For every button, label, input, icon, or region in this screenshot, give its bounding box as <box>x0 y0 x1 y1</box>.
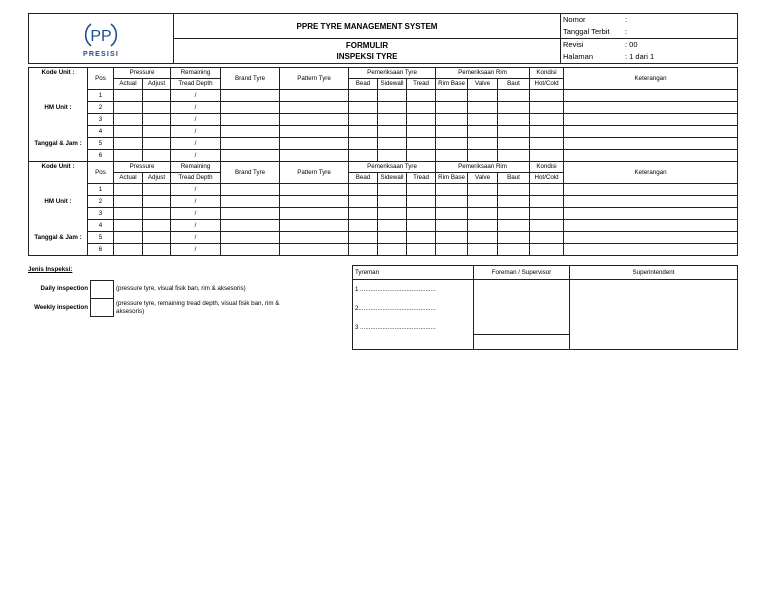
form-line-2: INSPEKSI TYRE <box>336 52 398 61</box>
kondisi-cell[interactable] <box>530 114 564 126</box>
label-spacer <box>29 114 88 126</box>
foreman-name-area[interactable] <box>474 335 570 350</box>
valve-cell[interactable] <box>468 208 498 220</box>
rim-base-cell[interactable] <box>436 126 468 138</box>
keterangan-cell[interactable] <box>564 150 738 162</box>
sidewall-cell[interactable] <box>378 208 407 220</box>
signature-table <box>352 265 738 350</box>
rim-base-header: Rim Base <box>436 79 468 90</box>
tread-cell[interactable] <box>407 138 436 150</box>
keterangan-cell[interactable] <box>564 196 738 208</box>
tyreman-header: Tyreman <box>353 266 474 280</box>
valve-cell[interactable] <box>468 232 498 244</box>
tyre-row <box>29 220 738 232</box>
label-spacer <box>29 208 88 220</box>
pattern-tyre-cell[interactable] <box>280 196 349 208</box>
remaining-header: Remaining <box>171 68 221 79</box>
adjust-cell[interactable] <box>143 208 171 220</box>
pos-cell: 5 <box>88 138 114 150</box>
inspection-grid-1 <box>28 67 738 162</box>
brand-tyre-cell[interactable] <box>221 150 280 162</box>
sidewall-cell[interactable] <box>378 90 407 102</box>
system-title: PPRE TYRE MANAGEMENT SYSTEM <box>174 14 561 39</box>
rim-base-cell[interactable] <box>436 196 468 208</box>
actual-cell[interactable] <box>114 184 143 196</box>
tread-depth-header: Tread Depth <box>171 173 221 184</box>
tread-cell[interactable] <box>407 232 436 244</box>
pos-header: Pos <box>88 68 114 90</box>
sidewall-header: Sidewall <box>378 173 407 184</box>
label-spacer <box>29 150 88 162</box>
tyre-row <box>29 90 738 102</box>
adjust-cell[interactable] <box>143 126 171 138</box>
baut-cell[interactable] <box>498 220 530 232</box>
inspection-grid-2 <box>28 161 738 256</box>
keterangan-cell[interactable] <box>564 126 738 138</box>
keterangan-cell[interactable] <box>564 114 738 126</box>
logo-cell <box>29 14 174 64</box>
tread-depth-cell[interactable]: / <box>171 102 221 114</box>
keterangan-cell[interactable] <box>564 90 738 102</box>
hm-unit-label: HM Unit : <box>29 102 88 114</box>
pattern-tyre-cell[interactable] <box>280 150 349 162</box>
tyreman-line-2: 2............................................. <box>355 305 436 312</box>
baut-cell[interactable] <box>498 102 530 114</box>
form-title <box>174 39 561 64</box>
tread-header: Tread <box>407 79 436 90</box>
rim-base-cell[interactable] <box>436 220 468 232</box>
pos-cell: 3 <box>88 114 114 126</box>
kondisi-cell[interactable] <box>530 196 564 208</box>
label-spacer <box>29 184 88 196</box>
brand-tyre-cell[interactable] <box>221 90 280 102</box>
tyre-row <box>29 184 738 196</box>
pemeriksaan-tyre-header: Pemeriksaan Tyre <box>349 162 436 173</box>
tread-depth-cell[interactable]: / <box>171 150 221 162</box>
pos-cell: 6 <box>88 244 114 256</box>
actual-cell[interactable] <box>114 208 143 220</box>
tread-cell[interactable] <box>407 126 436 138</box>
pos-cell: 1 <box>88 184 114 196</box>
adjust-cell[interactable] <box>143 220 171 232</box>
rim-base-cell[interactable] <box>436 244 468 256</box>
kondisi-cell[interactable] <box>530 138 564 150</box>
keterangan-cell[interactable] <box>564 138 738 150</box>
pos-cell: 4 <box>88 126 114 138</box>
tyre-row <box>29 244 738 256</box>
pemeriksaan-rim-header: Pemeriksaan Rim <box>436 162 530 173</box>
bead-cell[interactable] <box>349 138 378 150</box>
pos-cell: 5 <box>88 232 114 244</box>
valve-cell[interactable] <box>468 138 498 150</box>
tread-depth-cell[interactable]: / <box>171 126 221 138</box>
adjust-header: Adjust <box>143 173 171 184</box>
tread-cell[interactable] <box>407 90 436 102</box>
bead-cell[interactable] <box>349 220 378 232</box>
tyre-row <box>29 126 738 138</box>
actual-header: Actual <box>114 79 143 90</box>
pos-cell: 2 <box>88 102 114 114</box>
meta-nomor: Nomor : <box>561 14 738 27</box>
bead-header: Bead <box>349 79 378 90</box>
adjust-cell[interactable] <box>143 150 171 162</box>
foreman-sign-area[interactable] <box>474 280 570 335</box>
valve-cell[interactable] <box>468 196 498 208</box>
sidewall-cell[interactable] <box>378 138 407 150</box>
kondisi-cell[interactable] <box>530 208 564 220</box>
brand-tyre-cell[interactable] <box>221 196 280 208</box>
pos-cell: 2 <box>88 196 114 208</box>
bead-cell[interactable] <box>349 232 378 244</box>
sidewall-cell[interactable] <box>378 196 407 208</box>
tread-depth-cell[interactable]: / <box>171 90 221 102</box>
tread-depth-cell[interactable]: / <box>171 208 221 220</box>
meta-halaman: Halaman : 1 dari 1 <box>561 51 738 64</box>
keterangan-cell[interactable] <box>564 184 738 196</box>
pattern-tyre-cell[interactable] <box>280 220 349 232</box>
brand-tyre-cell[interactable] <box>221 220 280 232</box>
valve-cell[interactable] <box>468 184 498 196</box>
baut-cell[interactable] <box>498 138 530 150</box>
tread-cell[interactable] <box>407 184 436 196</box>
brand-tyre-cell[interactable] <box>221 244 280 256</box>
keterangan-cell[interactable] <box>564 220 738 232</box>
tread-cell[interactable] <box>407 102 436 114</box>
actual-cell[interactable] <box>114 90 143 102</box>
tread-cell[interactable] <box>407 244 436 256</box>
superintendent-sign-area[interactable] <box>570 280 738 350</box>
valve-cell[interactable] <box>468 220 498 232</box>
sidewall-cell[interactable] <box>378 232 407 244</box>
brand-tyre-cell[interactable] <box>221 208 280 220</box>
keterangan-cell[interactable] <box>564 232 738 244</box>
pattern-tyre-cell[interactable] <box>280 208 349 220</box>
weekly-inspection-checkbox[interactable] <box>90 298 114 317</box>
hm-unit-label: HM Unit : <box>29 196 88 208</box>
adjust-cell[interactable] <box>143 196 171 208</box>
baut-cell[interactable] <box>498 114 530 126</box>
bead-cell[interactable] <box>349 150 378 162</box>
sidewall-cell[interactable] <box>378 184 407 196</box>
sidewall-cell[interactable] <box>378 150 407 162</box>
rim-base-cell[interactable] <box>436 184 468 196</box>
sidewall-cell[interactable] <box>378 244 407 256</box>
tread-depth-cell[interactable]: / <box>171 220 221 232</box>
bead-cell[interactable] <box>349 244 378 256</box>
label-spacer <box>29 90 88 102</box>
adjust-header: Adjust <box>143 79 171 90</box>
keterangan-header: Keterangan <box>564 162 738 184</box>
tanggal-jam-label: Tanggal & Jam : <box>29 138 88 150</box>
tread-depth-cell[interactable]: / <box>171 232 221 244</box>
bead-cell[interactable] <box>349 184 378 196</box>
tyre-row <box>29 150 738 162</box>
actual-header: Actual <box>114 173 143 184</box>
brand-tyre-cell[interactable] <box>221 232 280 244</box>
pp-logo-icon <box>83 20 119 50</box>
superintendent-header: Superintendent <box>570 266 738 280</box>
tyre-row <box>29 232 738 244</box>
actual-cell[interactable] <box>114 244 143 256</box>
adjust-cell[interactable] <box>143 114 171 126</box>
daily-inspection-desc: (pressure tyre, visual fisik ban, rim & aksesoris) <box>116 285 246 292</box>
pattern-tyre-cell[interactable] <box>280 184 349 196</box>
daily-inspection-label: Daily inspection <box>40 285 88 292</box>
form-line-1: FORMULIR <box>345 41 389 50</box>
baut-cell[interactable] <box>498 150 530 162</box>
bead-cell[interactable] <box>349 90 378 102</box>
label-spacer <box>29 126 88 138</box>
baut-cell[interactable] <box>498 90 530 102</box>
tread-depth-cell[interactable]: / <box>171 196 221 208</box>
pos-cell: 6 <box>88 150 114 162</box>
rim-base-cell[interactable] <box>436 150 468 162</box>
bead-header: Bead <box>349 173 378 184</box>
baut-cell[interactable] <box>498 196 530 208</box>
valve-cell[interactable] <box>468 102 498 114</box>
tyreman-line-3: 3 ............................................ <box>355 324 436 331</box>
adjust-cell[interactable] <box>143 90 171 102</box>
pattern-tyre-cell[interactable] <box>280 232 349 244</box>
rim-base-header: Rim Base <box>436 173 468 184</box>
company-name: PRESISI <box>82 50 120 58</box>
brand-tyre-cell[interactable] <box>221 114 280 126</box>
actual-cell[interactable] <box>114 126 143 138</box>
tread-depth-cell[interactable]: / <box>171 184 221 196</box>
tread-cell[interactable] <box>407 220 436 232</box>
actual-cell[interactable] <box>114 102 143 114</box>
tyre-row <box>29 102 738 114</box>
baut-header: Baut <box>498 173 530 184</box>
valve-cell[interactable] <box>468 244 498 256</box>
pos-cell: 4 <box>88 220 114 232</box>
actual-cell[interactable] <box>114 138 143 150</box>
adjust-cell[interactable] <box>143 138 171 150</box>
remaining-header: Remaining <box>171 162 221 173</box>
tanggal-jam-label: Tanggal & Jam : <box>29 232 88 244</box>
valve-header: Valve <box>468 173 498 184</box>
kondisi-cell[interactable] <box>530 102 564 114</box>
label-spacer <box>29 220 88 232</box>
rim-base-cell[interactable] <box>436 232 468 244</box>
form-header <box>28 13 738 64</box>
tread-depth-cell[interactable]: / <box>171 138 221 150</box>
pemeriksaan-tyre-header: Pemeriksaan Tyre <box>349 68 436 79</box>
pattern-tyre-cell[interactable] <box>280 138 349 150</box>
kondisi-header: Kondisi <box>530 162 564 173</box>
pattern-tyre-cell[interactable] <box>280 244 349 256</box>
adjust-cell[interactable] <box>143 184 171 196</box>
brand-tyre-cell[interactable] <box>221 138 280 150</box>
tyre-row <box>29 208 738 220</box>
kondisi-cell[interactable] <box>530 184 564 196</box>
kode-unit-label: Kode Unit : <box>29 68 88 90</box>
baut-cell[interactable] <box>498 208 530 220</box>
bead-cell[interactable] <box>349 126 378 138</box>
kondisi-cell[interactable] <box>530 126 564 138</box>
rim-base-cell[interactable] <box>436 90 468 102</box>
tyreman-line-1: 1 ............................................ <box>355 286 436 293</box>
bead-cell[interactable] <box>349 102 378 114</box>
hot-cold-header: Hot/Cold <box>530 173 564 184</box>
weekly-inspection-desc: (pressure tyre, remaining tread depth, visual fisik ban, rim & aksesoris) <box>116 300 280 315</box>
logo-initials: PP <box>90 27 112 45</box>
hot-cold-header: Hot/Cold <box>530 79 564 90</box>
pattern-tyre-cell[interactable] <box>280 114 349 126</box>
tyre-row <box>29 114 738 126</box>
adjust-cell[interactable] <box>143 232 171 244</box>
brand-tyre-cell[interactable] <box>221 102 280 114</box>
valve-cell[interactable] <box>468 150 498 162</box>
bead-cell[interactable] <box>349 114 378 126</box>
sidewall-cell[interactable] <box>378 102 407 114</box>
baut-header: Baut <box>498 79 530 90</box>
tread-cell[interactable] <box>407 114 436 126</box>
brand-tyre-cell[interactable] <box>221 184 280 196</box>
jenis-inspeksi-title: Jenis Inspeksi: <box>28 266 73 273</box>
kondisi-cell[interactable] <box>530 220 564 232</box>
tread-depth-header: Tread Depth <box>171 79 221 90</box>
daily-inspection-checkbox[interactable] <box>90 280 114 299</box>
kondisi-cell[interactable] <box>530 244 564 256</box>
valve-cell[interactable] <box>468 114 498 126</box>
brand-tyre-cell[interactable] <box>221 126 280 138</box>
tyre-row <box>29 196 738 208</box>
pattern-tyre-cell[interactable] <box>280 90 349 102</box>
sidewall-cell[interactable] <box>378 114 407 126</box>
keterangan-cell[interactable] <box>564 208 738 220</box>
baut-cell[interactable] <box>498 184 530 196</box>
pressure-header: Pressure <box>114 162 171 173</box>
valve-cell[interactable] <box>468 126 498 138</box>
pos-header: Pos <box>88 162 114 184</box>
brand-tyre-header: Brand Tyre <box>221 162 280 184</box>
rim-base-cell[interactable] <box>436 114 468 126</box>
rim-base-cell[interactable] <box>436 102 468 114</box>
tread-cell[interactable] <box>407 196 436 208</box>
kode-unit-label: Kode Unit : <box>29 162 88 184</box>
tread-cell[interactable] <box>407 208 436 220</box>
actual-cell[interactable] <box>114 114 143 126</box>
valve-cell[interactable] <box>468 90 498 102</box>
tyre-row <box>29 138 738 150</box>
pattern-tyre-cell[interactable] <box>280 126 349 138</box>
tread-depth-cell[interactable]: / <box>171 114 221 126</box>
pos-cell: 1 <box>88 90 114 102</box>
sidewall-header: Sidewall <box>378 79 407 90</box>
foreman-header: Foreman / Supervisor <box>474 266 570 280</box>
rim-base-cell[interactable] <box>436 208 468 220</box>
kondisi-cell[interactable] <box>530 150 564 162</box>
bead-cell[interactable] <box>349 208 378 220</box>
tread-header: Tread <box>407 173 436 184</box>
tyreman-sign-area[interactable] <box>353 280 474 350</box>
kondisi-header: Kondisi <box>530 68 564 79</box>
pattern-tyre-cell[interactable] <box>280 102 349 114</box>
baut-cell[interactable] <box>498 232 530 244</box>
adjust-cell[interactable] <box>143 244 171 256</box>
weekly-inspection-label: Weekly inspection <box>34 304 88 311</box>
baut-cell[interactable] <box>498 126 530 138</box>
sidewall-cell[interactable] <box>378 126 407 138</box>
valve-header: Valve <box>468 79 498 90</box>
kondisi-cell[interactable] <box>530 90 564 102</box>
bead-cell[interactable] <box>349 196 378 208</box>
adjust-cell[interactable] <box>143 102 171 114</box>
meta-tanggal-terbit: Tanggal Terbit : <box>561 26 738 39</box>
pemeriksaan-rim-header: Pemeriksaan Rim <box>436 68 530 79</box>
pattern-tyre-header: Pattern Tyre <box>280 162 349 184</box>
sidewall-cell[interactable] <box>378 220 407 232</box>
pressure-header: Pressure <box>114 68 171 79</box>
label-spacer <box>29 244 88 256</box>
keterangan-header: Keterangan <box>564 68 738 90</box>
meta-revisi: Revisi : 00 <box>561 39 738 52</box>
actual-cell[interactable] <box>114 196 143 208</box>
actual-cell[interactable] <box>114 220 143 232</box>
actual-cell[interactable] <box>114 150 143 162</box>
tread-cell[interactable] <box>407 150 436 162</box>
rim-base-cell[interactable] <box>436 138 468 150</box>
keterangan-cell[interactable] <box>564 102 738 114</box>
tread-depth-cell[interactable]: / <box>171 244 221 256</box>
kondisi-cell[interactable] <box>530 232 564 244</box>
pattern-tyre-header: Pattern Tyre <box>280 68 349 90</box>
pos-cell: 3 <box>88 208 114 220</box>
baut-cell[interactable] <box>498 244 530 256</box>
brand-tyre-header: Brand Tyre <box>221 68 280 90</box>
actual-cell[interactable] <box>114 232 143 244</box>
keterangan-cell[interactable] <box>564 244 738 256</box>
